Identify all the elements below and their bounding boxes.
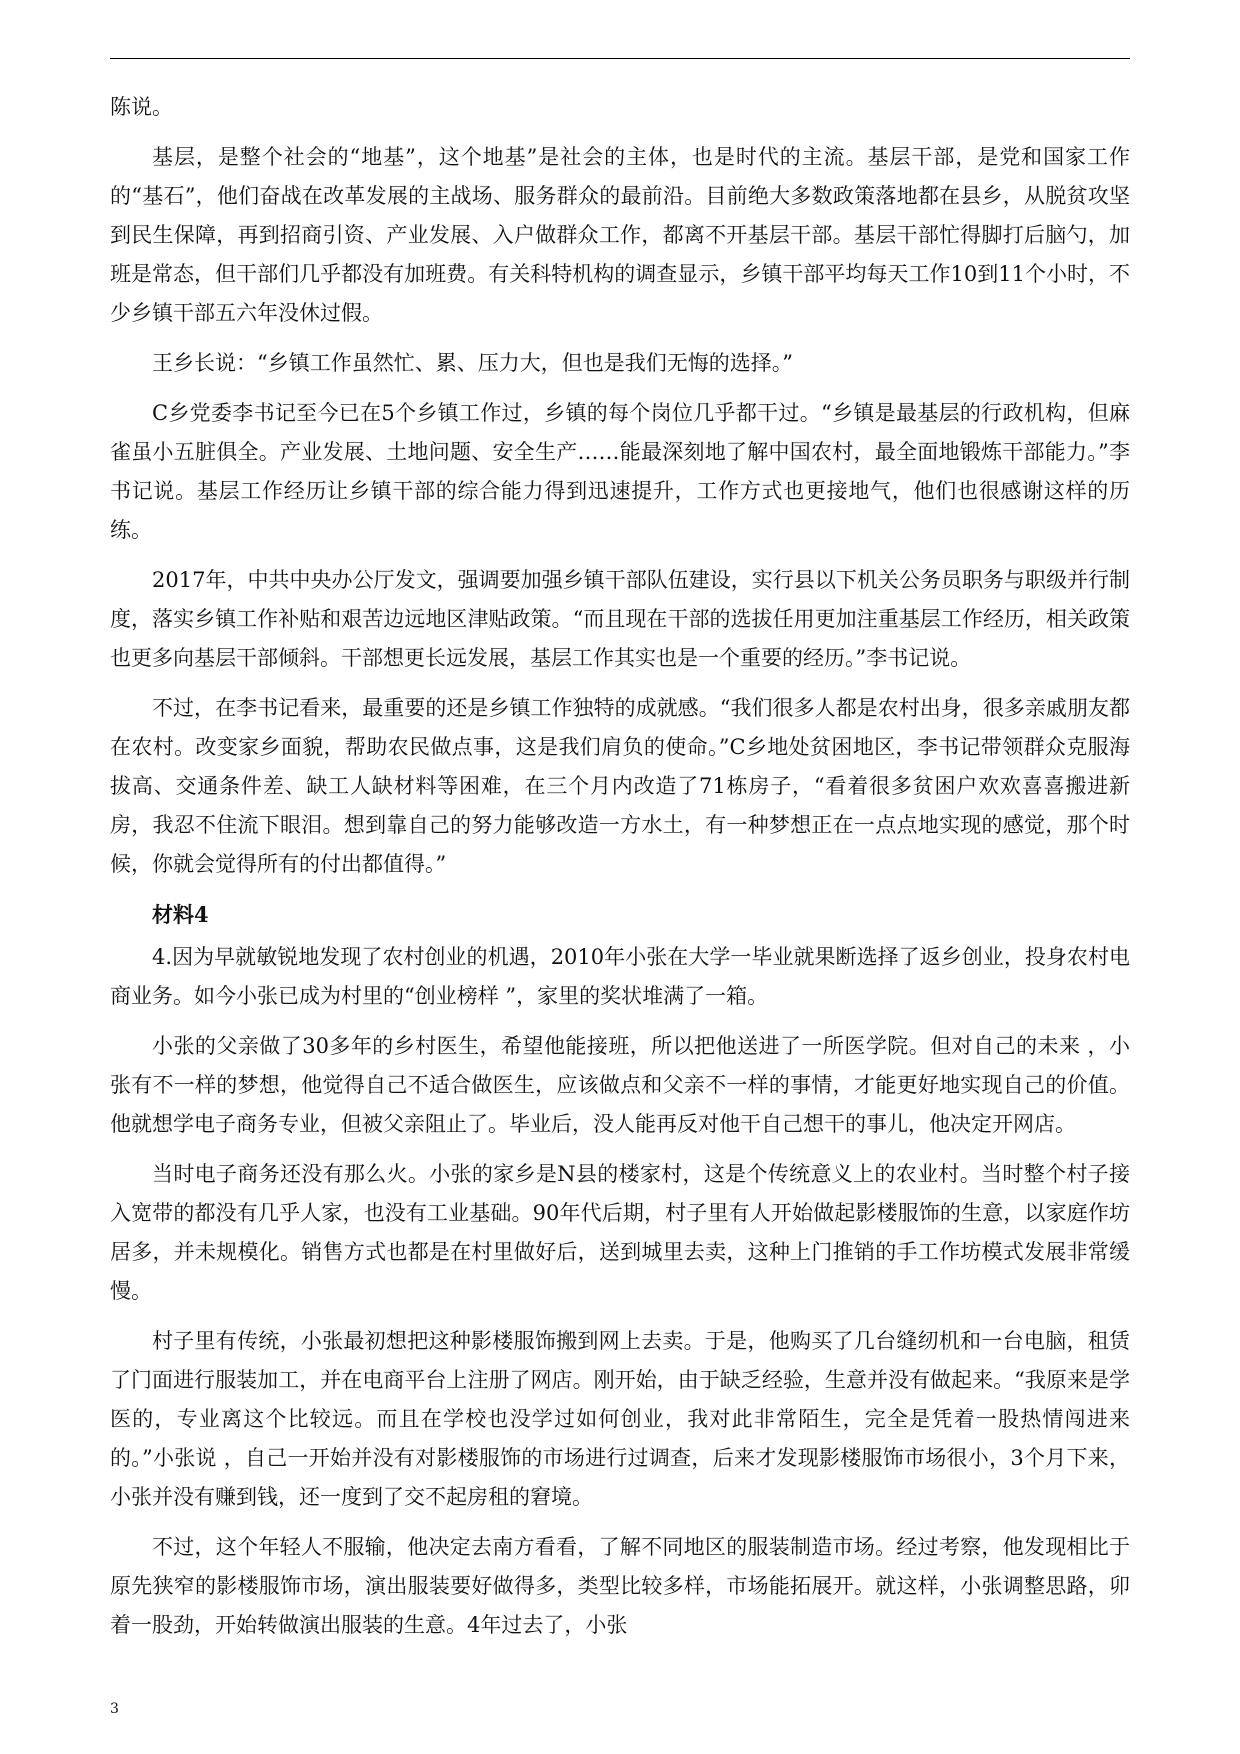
paragraph: 村子里有传统，小张最初想把这种影楼服饰搬到网上去卖。于是，他购买了几台缝纫机和一台电脑，租赁了门面进行服装加工，并在电商平台上注册了网店。刚开始，由于缺乏经验，生意并没有做起来。“我原来是学医的，专业离这个比较远。而且在学校也没学过如何创业，我对此非常陌生，完全是凭着一股热情闯进来的。”小张说 ，自己一开始并没有对影楼服饰的市场进行过调查，后来才发现影楼服饰市场很小，3个月下来，小张并没有赚到钱，还一度到了交不起房租的窘境。 bbox=[110, 1329, 1130, 1509]
paragraph: 陈说。 bbox=[110, 95, 173, 119]
paragraphs-after bbox=[110, 938, 1130, 1645]
page-number: 3 bbox=[110, 1701, 119, 1717]
document-body bbox=[110, 88, 1130, 1656]
paragraph: 小张的父亲做了30多年的乡村医生，希望他能接班，所以把他送进了一所医学院。但对自己的未来 ，小张有不一样的梦想，他觉得自己不适合做医生，应该做点和父亲不一样的事情，才能更好地实现自己的价值。他就想学电子商务专业，但被父亲阻止了。毕业后，没人能再反对他干自己想干的事儿，他决定开网店。 bbox=[110, 1034, 1130, 1136]
paragraph: 王乡长说：“乡镇工作虽然忙、累、压力大，但也是我们无悔的选择。” bbox=[152, 351, 793, 375]
section-heading: 材料4 bbox=[152, 902, 209, 927]
paragraphs-before bbox=[110, 88, 1130, 884]
paragraph: 2017年，中共中央办公厅发文，强调要加强乡镇干部队伍建设，实行县以下机关公务员职务与职级并行制度，落实乡镇工作补贴和艰苦边远地区津贴政策。“而且现在干部的选拔任用更加注重基层工作经历，相关政策也更多向基层干部倾斜。干部想更长远发展，基层工作其实也是一个重要的经历。”李书记说。 bbox=[110, 568, 1130, 670]
paragraph: 不过，这个年轻人不服输，他决定去南方看看，了解不同地区的服装制造市场。经过考察，他发现相比于原先狭窄的影楼服饰市场，演出服装要好做得多，类型比较多样，市场能拓展开。就这样，小张调整思路，卯着一股劲，开始转做演出服装的生意。4年过去了，小张 bbox=[110, 1535, 1130, 1637]
paragraph: 不过，在李书记看来，最重要的还是乡镇工作独特的成就感。“我们很多人都是农村出身，很多亲戚朋友都在农村。改变家乡面貌，帮助农民做点事，这是我们肩负的使命。”C乡地处贫困地区，李书记带领群众克服海拔高、交通条件差、缺工人缺材料等困难，在三个月内改造了71栋房子，“看着很多贫困户欢欢喜喜搬进新房，我忍不住流下眼泪。想到靠自己的努力能够改造一方水土，有一种梦想正在一点点地实现的感觉，那个时候，你就会觉得所有的付出都值得。” bbox=[110, 696, 1130, 876]
paragraph: C乡党委李书记至今已在5个乡镇工作过，乡镇的每个岗位几乎都干过。“乡镇是最基层的行政机构，但麻雀虽小五脏俱全。产业发展、土地问题、安全生产……能最深刻地了解中国农村，最全面地锻炼干部能力。”李书记说。基层工作经历让乡镇干部的综合能力得到迅速提升，工作方式也更接地气，他们也很感谢这样的历练。 bbox=[110, 401, 1130, 542]
paragraph: 当时电子商务还没有那么火。小张的家乡是N县的楼家村，这是个传统意义上的农业村。当时整个村子接入宽带的都没有几乎人家，也没有工业基础。90年代后期，村子里有人开始做起影楼服饰的生意，以家庭作坊居多，并未规模化。销售方式也都是在村里做好后，送到城里去卖，这种上门推销的手工作坊模式发展非常缓慢。 bbox=[110, 1162, 1130, 1303]
header-rule bbox=[110, 58, 1130, 59]
paragraph: 基层，是整个社会的“地基”，这个地基”是社会的主体，也是时代的主流。基层干部，是党和国家工作的“基石”，他们奋战在改革发展的主战场、服务群众的最前沿。目前绝大多数政策落地都在县乡，从脱贫攻坚到民生保障，再到招商引资、产业发展、入户做群众工作，都离不开基层干部。基层干部忙得脚打后脑勺，加班是常态，但干部们几乎都没有加班费。有关科特机构的调查显示，乡镇干部平均每天工作10到11个小时，不少乡镇干部五六年没休过假。 bbox=[110, 145, 1130, 325]
paragraph: 4.因为早就敏锐地发现了农村创业的机遇，2010年小张在大学一毕业就果断选择了返乡创业，投身农村电商业务。如今小张已成为村里的“创业榜样 ”，家里的奖状堆满了一箱。 bbox=[110, 945, 1130, 1008]
